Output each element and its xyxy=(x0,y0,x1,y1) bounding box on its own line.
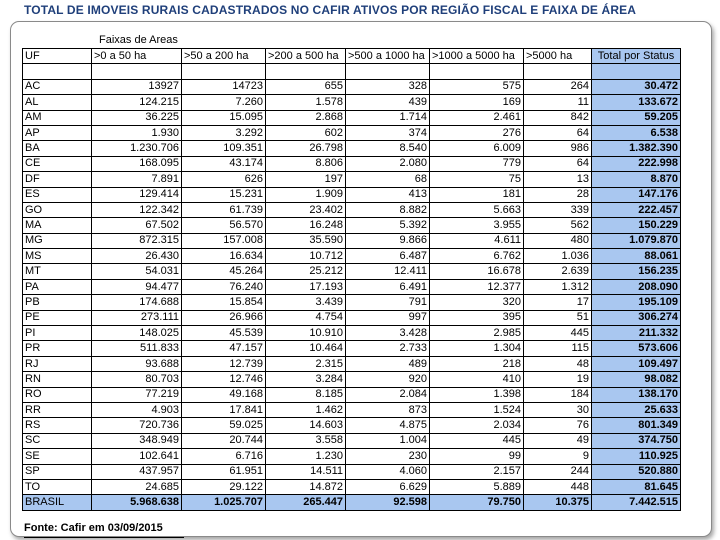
page-title: TOTAL DE IMOVEIS RURAIS CADASTRADOS NO CAFIR ATIVOS POR REGIÃO FISCAL E FAIXA DE ÁREA xyxy=(24,3,637,17)
value-cell: 109.351 xyxy=(182,141,266,156)
value-cell: 43.174 xyxy=(182,156,266,171)
value-cell: 3.284 xyxy=(266,372,346,387)
value-cell: 94.477 xyxy=(92,279,182,294)
total-cell: 208.090 xyxy=(592,279,681,294)
value-cell: 997 xyxy=(346,310,430,325)
value-cell xyxy=(266,64,346,79)
value-cell: 7.260 xyxy=(182,95,266,110)
row-label-cell: GO xyxy=(23,202,92,217)
column-header: >50 a 200 ha xyxy=(182,49,266,64)
table-row xyxy=(23,202,681,217)
total-cell: 1.079.870 xyxy=(592,233,681,248)
table-row xyxy=(23,218,681,233)
value-cell: 14723 xyxy=(182,79,266,94)
value-cell xyxy=(182,64,266,79)
value-cell: 720.736 xyxy=(92,418,182,433)
value-cell: 169 xyxy=(430,95,524,110)
table-row xyxy=(23,279,681,294)
value-cell: 59.025 xyxy=(182,418,266,433)
total-cell: 573.606 xyxy=(592,341,681,356)
value-cell: 6.716 xyxy=(182,449,266,464)
table-row xyxy=(23,341,681,356)
value-cell: 655 xyxy=(266,79,346,94)
value-cell: 12.411 xyxy=(346,264,430,279)
data-table xyxy=(22,48,681,511)
value-cell: 3.428 xyxy=(346,326,430,341)
value-cell: 320 xyxy=(430,295,524,310)
value-cell: 76 xyxy=(524,418,592,433)
value-cell: 4.060 xyxy=(346,464,430,479)
table-row xyxy=(23,464,681,479)
table-row xyxy=(23,141,681,156)
header-row xyxy=(23,49,681,64)
value-cell: 68 xyxy=(346,172,430,187)
value-cell: 1.462 xyxy=(266,402,346,417)
total-cell: 801.349 xyxy=(592,418,681,433)
value-cell: 9 xyxy=(524,449,592,464)
value-cell: 4.903 xyxy=(92,402,182,417)
value-cell: 13927 xyxy=(92,79,182,94)
value-cell: 3.558 xyxy=(266,433,346,448)
value-cell xyxy=(430,64,524,79)
table-row xyxy=(23,156,681,171)
value-cell: 15.095 xyxy=(182,110,266,125)
total-cell: 109.497 xyxy=(592,356,681,371)
total-cell: 133.672 xyxy=(592,95,681,110)
table-row xyxy=(23,125,681,140)
total-cell: 110.925 xyxy=(592,449,681,464)
value-cell: 10.464 xyxy=(266,341,346,356)
table-row xyxy=(23,326,681,341)
row-label-cell: RJ xyxy=(23,356,92,371)
value-cell: 16.634 xyxy=(182,249,266,264)
row-label-cell: BA xyxy=(23,141,92,156)
row-label-cell: BRASIL xyxy=(23,495,92,510)
value-cell: 1.398 xyxy=(430,387,524,402)
value-cell: 25.212 xyxy=(266,264,346,279)
value-cell: 230 xyxy=(346,449,430,464)
value-cell: 10.375 xyxy=(524,495,592,510)
value-cell: 102.641 xyxy=(92,449,182,464)
value-cell: 2.461 xyxy=(430,110,524,125)
value-cell: 45.539 xyxy=(182,326,266,341)
value-cell: 2.034 xyxy=(430,418,524,433)
row-label-cell: PI xyxy=(23,326,92,341)
value-cell: 67.502 xyxy=(92,218,182,233)
value-cell: 8.806 xyxy=(266,156,346,171)
total-cell: 222.998 xyxy=(592,156,681,171)
total-cell: 98.082 xyxy=(592,372,681,387)
table-row xyxy=(23,372,681,387)
value-cell: 24.685 xyxy=(92,479,182,494)
value-cell: 64 xyxy=(524,156,592,171)
value-cell: 276 xyxy=(430,125,524,140)
row-label-cell: SC xyxy=(23,433,92,448)
value-cell: 29.122 xyxy=(182,479,266,494)
value-cell: 265.447 xyxy=(266,495,346,510)
value-cell: 124.215 xyxy=(92,95,182,110)
value-cell: 20.744 xyxy=(182,433,266,448)
value-cell: 168.095 xyxy=(92,156,182,171)
value-cell: 17 xyxy=(524,295,592,310)
row-label-cell: PR xyxy=(23,341,92,356)
value-cell xyxy=(346,64,430,79)
row-label-cell: SP xyxy=(23,464,92,479)
value-cell: 26.430 xyxy=(92,249,182,264)
value-cell: 244 xyxy=(524,464,592,479)
table-row xyxy=(23,249,681,264)
value-cell: 49.168 xyxy=(182,387,266,402)
value-cell: 51 xyxy=(524,310,592,325)
value-cell: 445 xyxy=(524,326,592,341)
value-cell: 374 xyxy=(346,125,430,140)
value-cell: 1.025.707 xyxy=(182,495,266,510)
row-label-cell: MA xyxy=(23,218,92,233)
value-cell: 61.951 xyxy=(182,464,266,479)
row-label-cell: PB xyxy=(23,295,92,310)
total-row xyxy=(23,495,681,510)
value-cell: 6.491 xyxy=(346,279,430,294)
value-cell: 14.603 xyxy=(266,418,346,433)
row-label-cell: SE xyxy=(23,449,92,464)
value-cell: 218 xyxy=(430,356,524,371)
value-cell: 986 xyxy=(524,141,592,156)
value-cell: 4.611 xyxy=(430,233,524,248)
total-cell: 138.170 xyxy=(592,387,681,402)
value-cell: 8.185 xyxy=(266,387,346,402)
value-cell: 184 xyxy=(524,387,592,402)
value-cell: 16.678 xyxy=(430,264,524,279)
total-cell: 30.472 xyxy=(592,79,681,94)
value-cell: 8.882 xyxy=(346,202,430,217)
row-label-cell: AM xyxy=(23,110,92,125)
row-label-cell: ES xyxy=(23,187,92,202)
value-cell: 2.084 xyxy=(346,387,430,402)
value-cell: 5.392 xyxy=(346,218,430,233)
column-header: >0 a 50 ha xyxy=(92,49,182,64)
total-cell: 156.235 xyxy=(592,264,681,279)
total-cell: 6.538 xyxy=(592,125,681,140)
value-cell: 48 xyxy=(524,356,592,371)
value-cell: 93.688 xyxy=(92,356,182,371)
value-cell: 6.009 xyxy=(430,141,524,156)
value-cell: 30 xyxy=(524,402,592,417)
total-cell: 1.382.390 xyxy=(592,141,681,156)
row-label-cell: RR xyxy=(23,402,92,417)
value-cell: 80.703 xyxy=(92,372,182,387)
value-cell: 626 xyxy=(182,172,266,187)
table-row xyxy=(23,264,681,279)
value-cell: 339 xyxy=(524,202,592,217)
value-cell: 174.688 xyxy=(92,295,182,310)
value-cell: 348.949 xyxy=(92,433,182,448)
value-cell: 2.315 xyxy=(266,356,346,371)
row-label-cell: MT xyxy=(23,264,92,279)
value-cell: 45.264 xyxy=(182,264,266,279)
total-cell: 211.332 xyxy=(592,326,681,341)
value-cell: 872.315 xyxy=(92,233,182,248)
table-row xyxy=(23,418,681,433)
value-cell: 1.930 xyxy=(92,125,182,140)
total-cell xyxy=(592,64,681,79)
value-cell: 2.868 xyxy=(266,110,346,125)
value-cell: 36.225 xyxy=(92,110,182,125)
value-cell: 197 xyxy=(266,172,346,187)
row-label-cell: RN xyxy=(23,372,92,387)
value-cell: 410 xyxy=(430,372,524,387)
value-cell: 1.714 xyxy=(346,110,430,125)
value-cell: 26.798 xyxy=(266,141,346,156)
value-cell: 15.231 xyxy=(182,187,266,202)
value-cell: 9.866 xyxy=(346,233,430,248)
value-cell: 6.487 xyxy=(346,249,430,264)
value-cell: 2.639 xyxy=(524,264,592,279)
table-row xyxy=(23,402,681,417)
value-cell: 3.292 xyxy=(182,125,266,140)
value-cell: 28 xyxy=(524,187,592,202)
value-cell: 4.754 xyxy=(266,310,346,325)
row-label-cell: CE xyxy=(23,156,92,171)
value-cell: 115 xyxy=(524,341,592,356)
row-label-cell: TO xyxy=(23,479,92,494)
value-cell: 12.739 xyxy=(182,356,266,371)
total-cell: 88.061 xyxy=(592,249,681,264)
value-cell: 445 xyxy=(430,433,524,448)
value-cell: 3.439 xyxy=(266,295,346,310)
value-cell: 511.833 xyxy=(92,341,182,356)
value-cell: 562 xyxy=(524,218,592,233)
value-cell: 2.733 xyxy=(346,341,430,356)
table-row xyxy=(23,110,681,125)
value-cell: 35.590 xyxy=(266,233,346,248)
row-label-cell: PA xyxy=(23,279,92,294)
value-cell: 328 xyxy=(346,79,430,94)
row-label-cell: RS xyxy=(23,418,92,433)
total-cell: 25.633 xyxy=(592,402,681,417)
value-cell: 413 xyxy=(346,187,430,202)
value-cell: 4.875 xyxy=(346,418,430,433)
value-cell: 1.578 xyxy=(266,95,346,110)
row-label-cell: MG xyxy=(23,233,92,248)
total-cell: 195.109 xyxy=(592,295,681,310)
spacer-row xyxy=(23,64,681,79)
value-cell: 1.524 xyxy=(430,402,524,417)
value-cell: 26.966 xyxy=(182,310,266,325)
table-row xyxy=(23,187,681,202)
value-cell: 14.511 xyxy=(266,464,346,479)
value-cell: 99 xyxy=(430,449,524,464)
table-row xyxy=(23,479,681,494)
value-cell: 49 xyxy=(524,433,592,448)
value-cell: 448 xyxy=(524,479,592,494)
value-cell: 148.025 xyxy=(92,326,182,341)
row-label-cell: DF xyxy=(23,172,92,187)
value-cell: 1.909 xyxy=(266,187,346,202)
row-label-cell: AP xyxy=(23,125,92,140)
value-cell: 92.598 xyxy=(346,495,430,510)
table-row xyxy=(23,95,681,110)
total-cell: 147.176 xyxy=(592,187,681,202)
value-cell: 157.008 xyxy=(182,233,266,248)
table-row xyxy=(23,433,681,448)
value-cell: 1.304 xyxy=(430,341,524,356)
value-cell: 181 xyxy=(430,187,524,202)
column-header: >1000 a 5000 ha xyxy=(430,49,524,64)
value-cell: 12.377 xyxy=(430,279,524,294)
row-label-cell xyxy=(23,64,92,79)
value-cell: 15.854 xyxy=(182,295,266,310)
value-cell: 602 xyxy=(266,125,346,140)
value-cell: 489 xyxy=(346,356,430,371)
column-header: >500 a 1000 ha xyxy=(346,49,430,64)
table-row xyxy=(23,356,681,371)
value-cell: 5.968.638 xyxy=(92,495,182,510)
value-cell: 5.663 xyxy=(430,202,524,217)
value-cell: 64 xyxy=(524,125,592,140)
row-label-cell: MS xyxy=(23,249,92,264)
table-row xyxy=(23,387,681,402)
value-cell: 14.872 xyxy=(266,479,346,494)
value-cell: 437.957 xyxy=(92,464,182,479)
value-cell: 480 xyxy=(524,233,592,248)
faixas-label: Faixas de Areas xyxy=(99,34,178,46)
table-row xyxy=(23,449,681,464)
value-cell: 23.402 xyxy=(266,202,346,217)
value-cell: 791 xyxy=(346,295,430,310)
value-cell: 77.219 xyxy=(92,387,182,402)
value-cell: 1.230.706 xyxy=(92,141,182,156)
value-cell: 3.955 xyxy=(430,218,524,233)
value-cell: 17.841 xyxy=(182,402,266,417)
total-cell: 306.274 xyxy=(592,310,681,325)
value-cell: 10.712 xyxy=(266,249,346,264)
value-cell: 2.080 xyxy=(346,156,430,171)
value-cell: 842 xyxy=(524,110,592,125)
value-cell: 439 xyxy=(346,95,430,110)
table-row xyxy=(23,310,681,325)
value-cell: 10.910 xyxy=(266,326,346,341)
row-label-cell: RO xyxy=(23,387,92,402)
value-cell: 8.540 xyxy=(346,141,430,156)
value-cell: 16.248 xyxy=(266,218,346,233)
value-cell: 17.193 xyxy=(266,279,346,294)
value-cell: 56.570 xyxy=(182,218,266,233)
value-cell: 11 xyxy=(524,95,592,110)
value-cell: 79.750 xyxy=(430,495,524,510)
column-header: >5000 ha xyxy=(524,49,592,64)
value-cell: 873 xyxy=(346,402,430,417)
column-header: Total por Status xyxy=(592,49,681,64)
column-header: >200 a 500 ha xyxy=(266,49,346,64)
value-cell: 264 xyxy=(524,79,592,94)
value-cell: 6.629 xyxy=(346,479,430,494)
value-cell: 75 xyxy=(430,172,524,187)
value-cell: 2.985 xyxy=(430,326,524,341)
total-cell: 7.442.515 xyxy=(592,495,681,510)
total-cell: 150.229 xyxy=(592,218,681,233)
total-cell: 374.750 xyxy=(592,433,681,448)
value-cell: 7.891 xyxy=(92,172,182,187)
value-cell: 779 xyxy=(430,156,524,171)
source-underline xyxy=(24,537,184,538)
value-cell: 395 xyxy=(430,310,524,325)
value-cell: 1.230 xyxy=(266,449,346,464)
total-cell: 8.870 xyxy=(592,172,681,187)
value-cell: 5.889 xyxy=(430,479,524,494)
total-cell: 81.645 xyxy=(592,479,681,494)
total-cell: 222.457 xyxy=(592,202,681,217)
value-cell: 273.111 xyxy=(92,310,182,325)
value-cell xyxy=(92,64,182,79)
value-cell: 1.036 xyxy=(524,249,592,264)
value-cell: 1.004 xyxy=(346,433,430,448)
row-label-cell: AC xyxy=(23,79,92,94)
total-cell: 59.205 xyxy=(592,110,681,125)
value-cell: 47.157 xyxy=(182,341,266,356)
value-cell: 76.240 xyxy=(182,279,266,294)
value-cell: 1.312 xyxy=(524,279,592,294)
row-label-cell: AL xyxy=(23,95,92,110)
value-cell: 12.746 xyxy=(182,372,266,387)
value-cell: 575 xyxy=(430,79,524,94)
source-note: Fonte: Cafir em 03/09/2015 xyxy=(24,522,163,534)
value-cell xyxy=(524,64,592,79)
table-row xyxy=(23,233,681,248)
table-row xyxy=(23,172,681,187)
value-cell: 13 xyxy=(524,172,592,187)
value-cell: 129.414 xyxy=(92,187,182,202)
value-cell: 6.762 xyxy=(430,249,524,264)
value-cell: 19 xyxy=(524,372,592,387)
value-cell: 920 xyxy=(346,372,430,387)
column-header: UF xyxy=(23,49,92,64)
value-cell: 61.739 xyxy=(182,202,266,217)
value-cell: 122.342 xyxy=(92,202,182,217)
value-cell: 2.157 xyxy=(430,464,524,479)
table-row xyxy=(23,295,681,310)
table-row xyxy=(23,79,681,94)
row-label-cell: PE xyxy=(23,310,92,325)
value-cell: 54.031 xyxy=(92,264,182,279)
total-cell: 520.880 xyxy=(592,464,681,479)
